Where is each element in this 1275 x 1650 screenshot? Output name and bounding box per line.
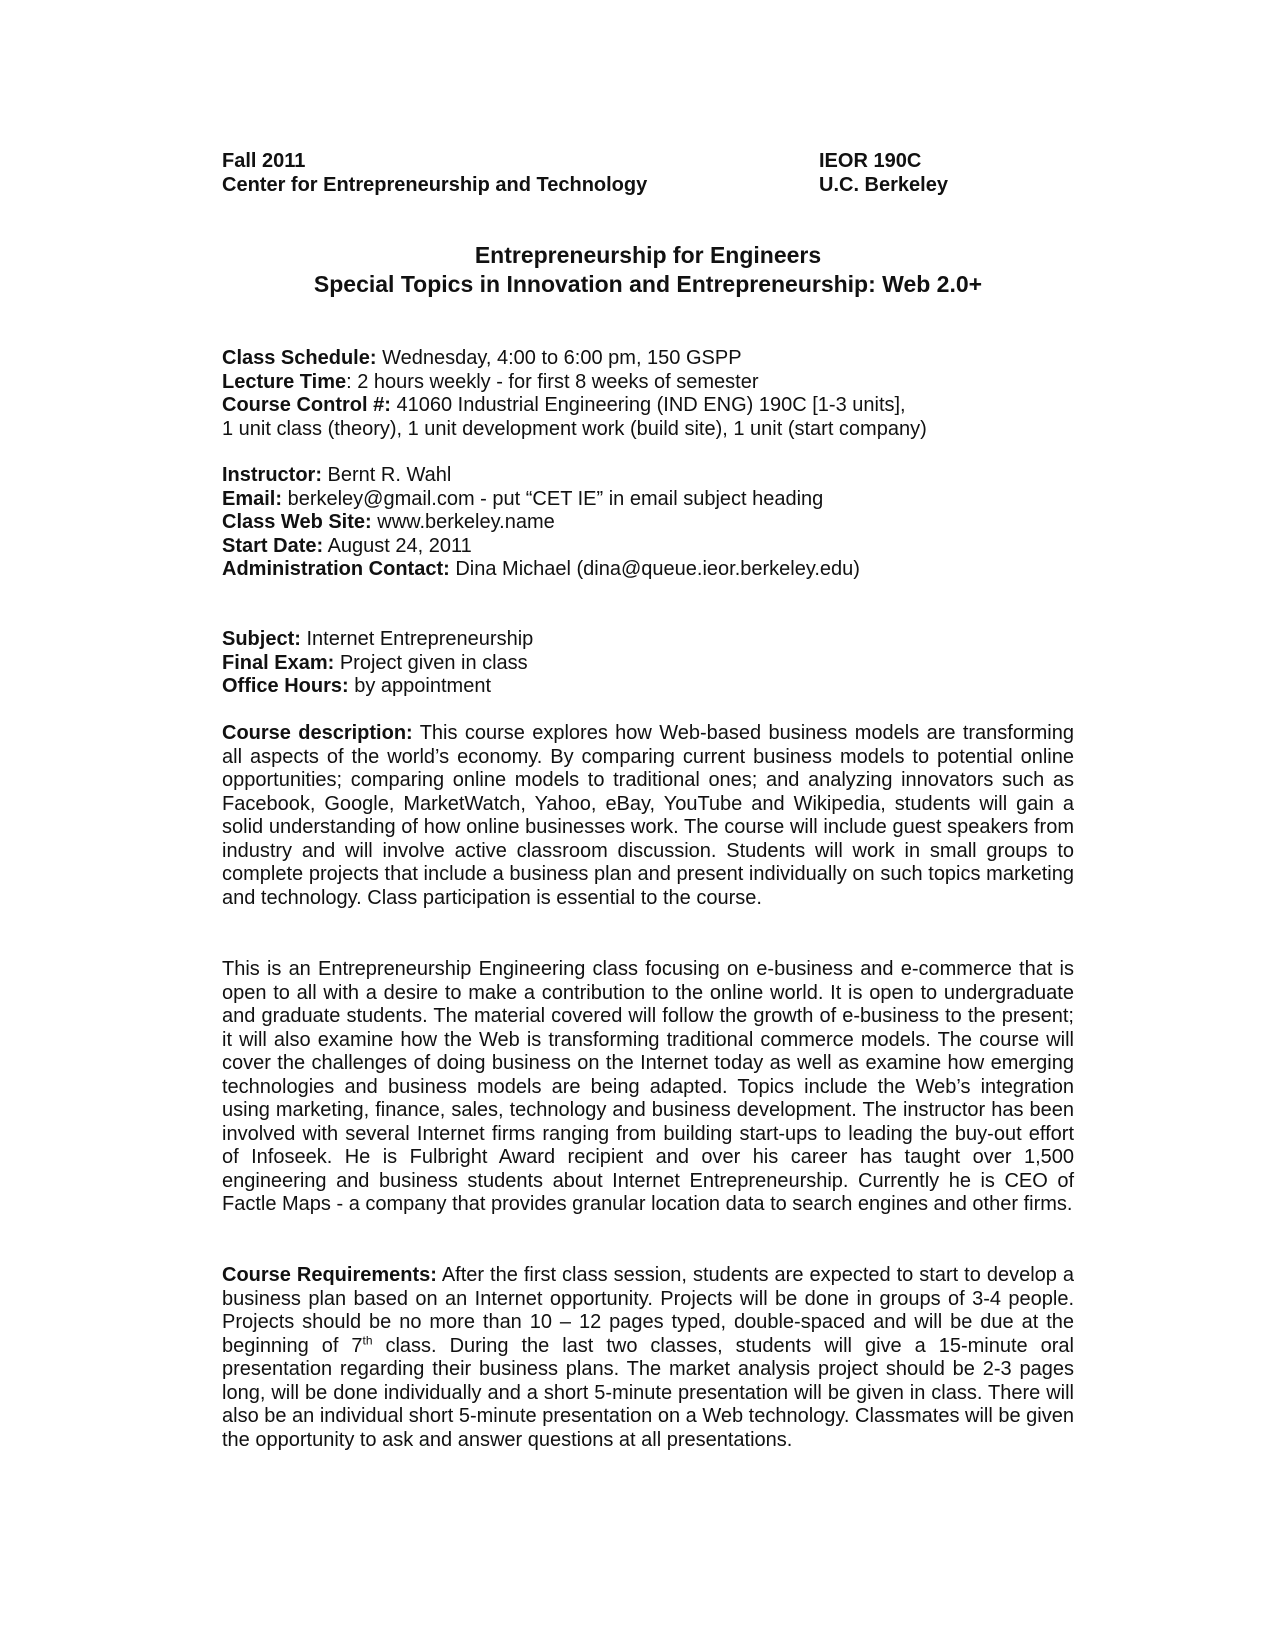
admin-contact-label: Administration Contact: [222, 558, 450, 580]
final-exam-label: Final Exam: [222, 651, 335, 674]
class-schedule-line [222, 347, 1074, 371]
email-line [222, 488, 1074, 512]
header-right [819, 150, 948, 197]
class-schedule-label: Class Schedule: [222, 347, 377, 369]
office-hours-line [222, 675, 1074, 699]
email-value: berkeley@gmail.com - put “CET IE” in email subject heading [282, 487, 824, 510]
course-description-text: This course explores how Web-based business models are transforming all aspects of the world’s economy. By comparing current business models to potential online opportunities; comparing online models to traditional ones; and analyzing innovators such as Facebook, Google, MarketWatch, Yahoo, eBay, YouTube and Wikipedia, students will gain a solid understanding of how online businesses work. The course will include guest speakers from industry and will involve active classroom discussion. Students will work in small groups to complete projects that include a business plan and present individually on such topics marketing and technology. Class participation is essential to the course. [222, 722, 1074, 909]
title-line-1: Entrepreneurship for Engineers [474, 242, 822, 268]
ordinal-suffix: th [362, 1332, 373, 1347]
term-label: Fall 2011 [222, 150, 306, 172]
schedule-block [222, 347, 1074, 441]
admin-contact-line [222, 558, 1074, 582]
instructor-line [222, 464, 1074, 488]
final-exam-value: Project given in class [334, 651, 528, 674]
center-name: Center for Entrepreneurship and Technology [222, 173, 648, 196]
start-date-value: August 24, 2011 [323, 534, 472, 557]
website-line [222, 511, 1074, 535]
header-left [222, 150, 647, 197]
course-description-label: Course description: [222, 722, 413, 744]
about-paragraph [222, 958, 1074, 1217]
website-label: Class Web Site: [222, 511, 372, 533]
admin-contact-value: Dina Michael (dina@queue.ieor.berkeley.edu) [449, 558, 860, 580]
course-requirements-paragraph [222, 1264, 1074, 1452]
website-value: www.berkeley.name [371, 511, 555, 533]
lecture-time-value: : 2 hours weekly - for first 8 weeks of semester [346, 370, 759, 393]
start-date-label: Start Date: [222, 534, 324, 557]
lecture-time-line [222, 371, 1074, 395]
final-exam-line [222, 652, 1074, 676]
course-control-label: Course Control #: [222, 394, 391, 416]
lecture-time-label: Lecture Time [222, 370, 347, 393]
course-requirements-label: Course Requirements: [222, 1264, 437, 1286]
office-hours-value: by appointment [348, 675, 492, 697]
office-hours-label: Office Hours: [222, 675, 349, 697]
title-line-2: Special Topics in Innovation and Entrepreneurship: Web 2.0+ [313, 271, 983, 297]
document-title [222, 241, 1074, 299]
subject-label: Subject: [222, 628, 301, 650]
course-control-line [222, 394, 1074, 418]
course-control-value: 41060 Industrial Engineering (IND ENG) 190C [1-3 units], [390, 394, 906, 416]
units-line: 1 unit class (theory), 1 unit development work (build site), 1 unit (start company) [222, 417, 927, 440]
requirements-text-1: After the first class session, students are expected to start to develop a business plan based on an Internet opportunity. Projects will be done in groups of 3-4 people. Projects should be no more than 10 – 12 pages typed, double-spaced and will be due at the beginning of 7 [222, 1264, 1074, 1357]
start-date-line [222, 535, 1074, 559]
instructor-value: Bernt R. Wahl [322, 464, 452, 486]
contact-block [222, 464, 1074, 582]
subject-block [222, 628, 1074, 699]
instructor-label: Instructor: [222, 464, 322, 486]
course-description-paragraph [222, 722, 1074, 910]
subject-line [222, 628, 1074, 652]
class-schedule-value: Wednesday, 4:00 to 6:00 pm, 150 GSPP [376, 347, 742, 369]
email-label: Email: [222, 487, 283, 510]
requirements-text-2: class. During the last two classes, students will give a 15-minute oral presentation regarding their business plans. The market analysis project should be 2-3 pages long, will be done individually and a short 5-minute presentation will be given in class. There will also be an individual short 5-minute presentation on a Web technology. Classmates will be given the opportunity to ask and answer questions at all presentations. [222, 1334, 1074, 1451]
about-text: This is an Entrepreneurship Engineering class focusing on e-business and e-commerce that is open to all with a desire to make a contribution to the online world. It is open to undergraduate and graduate students. The material covered will follow the growth of e-business to the present; it will also examine how the Web is transforming traditional commerce models. The course will cover the challenges of doing business on the Internet today as well as examine how emerging technologies and business models are being adapted. Topics include the Web’s integration using marketing, finance, sales, technology and business development. The instructor has been involved with several Internet firms ranging from building start-ups to leading the buy-out effort of Infoseek. He is Fulbright Award recipient and over his career has taught over 1,500 engineering and business students about Internet Entrepreneurship. Currently he is CEO of Factle Maps - a company that provides granular location data to search engines and other firms. [222, 958, 1074, 1215]
university-name: U.C. Berkeley [819, 173, 948, 196]
subject-value: Internet Entrepreneurship [300, 628, 534, 650]
course-code: IEOR 190C [819, 150, 922, 172]
